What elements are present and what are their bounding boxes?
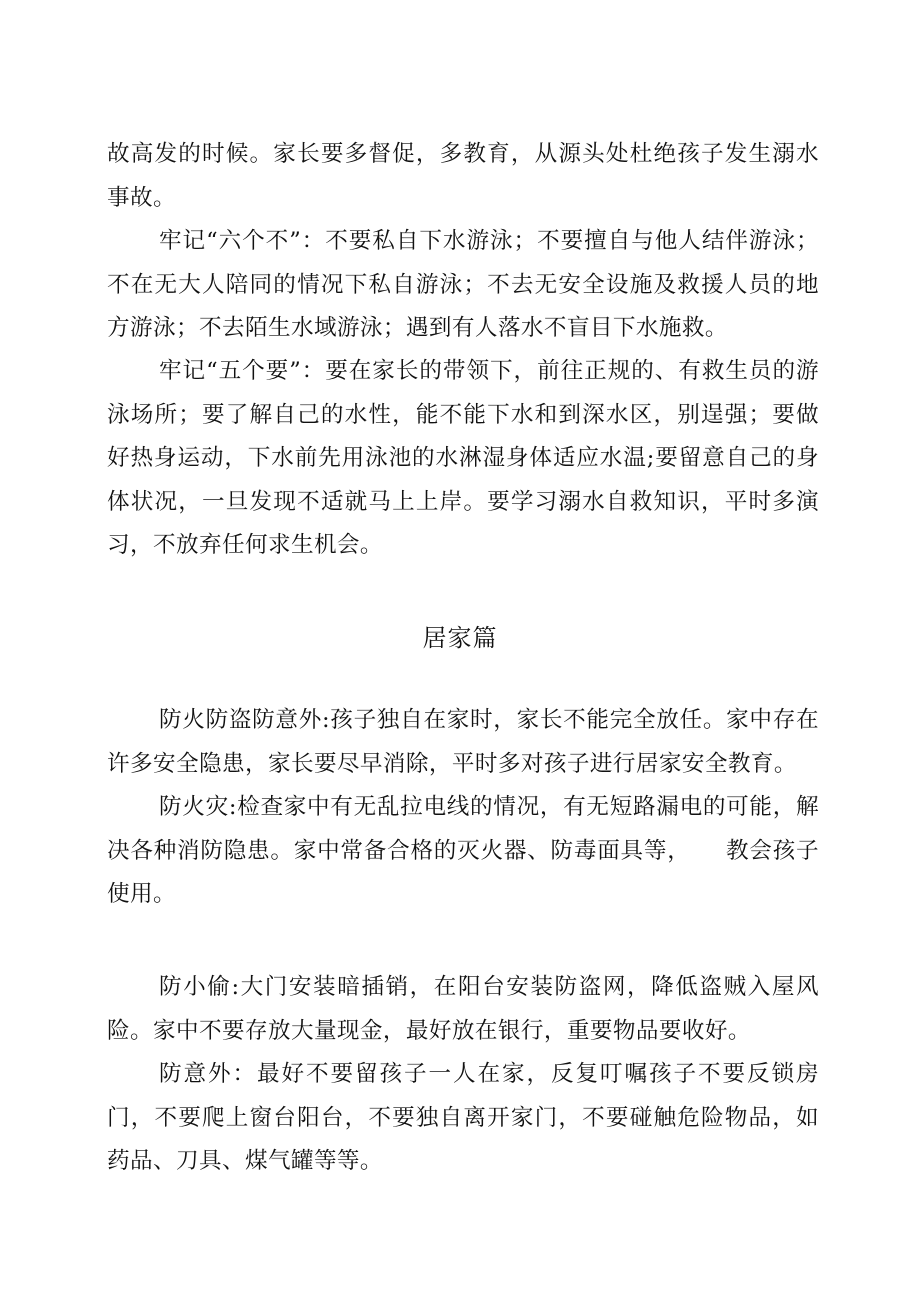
paragraph-five-musts: 牢记“五个要”：要在家长的带领下，前往正规的、有救生员的游泳场所；要了解自己的水性，能不能下水和到深水区，别逞强；要做好热身运动，下水前先用泳池的水淋湿身体适应水温;要留意自己的身体状况，一旦发现不适就马上上岸。要学习溺水自救知识，平时多演习，不放弃任何求生机会。 — [107, 358, 819, 558]
paragraph-six-nots: 牢记“六个不”：不要私自下水游泳；不要擅自与他人结伴游泳；不在无大人陪同的情况下私自游泳；不去无安全设施及救援人员的地方游泳；不去陌生水域游泳；遇到有人落水不盲目下水施救。 — [107, 228, 819, 341]
paragraph-home-safety-intro: 防火防盗防意外:孩子独自在家时，家长不能完全放任。家中存在许多安全隐患，家长要尽早消除，平时多对孩子进行居家安全教育。 — [107, 707, 819, 777]
paragraph-drowning-continuation: 故高发的时候。家长要多督促，多教育，从源头处杜绝孩子发生溺水事故。 — [107, 141, 819, 211]
paragraph-accident-prevention: 防意外：最好不要留孩子一人在家，反复叮嘱孩子不要反锁房门，不要爬上窗台阳台，不要独自离开家门，不要碰触危险物品，如药品、刀具、煤气罐等等。 — [107, 1061, 819, 1174]
paragraph-fire-prevention: 防火灾:检查家中有无乱拉电线的情况，有无短路漏电的可能，解决各种消防隐患。家中常备合格的灭火器、防毒面具等， 教会孩子使用。 — [107, 794, 819, 907]
section-title-home: 居家篇 — [422, 624, 498, 652]
paragraph-theft-prevention: 防小偷:大门安装暗插销，在阳台安装防盗网，降低盗贼入屋风险。家中不要存放大量现金，最好放在银行，重要物品要收好。 — [107, 974, 819, 1044]
